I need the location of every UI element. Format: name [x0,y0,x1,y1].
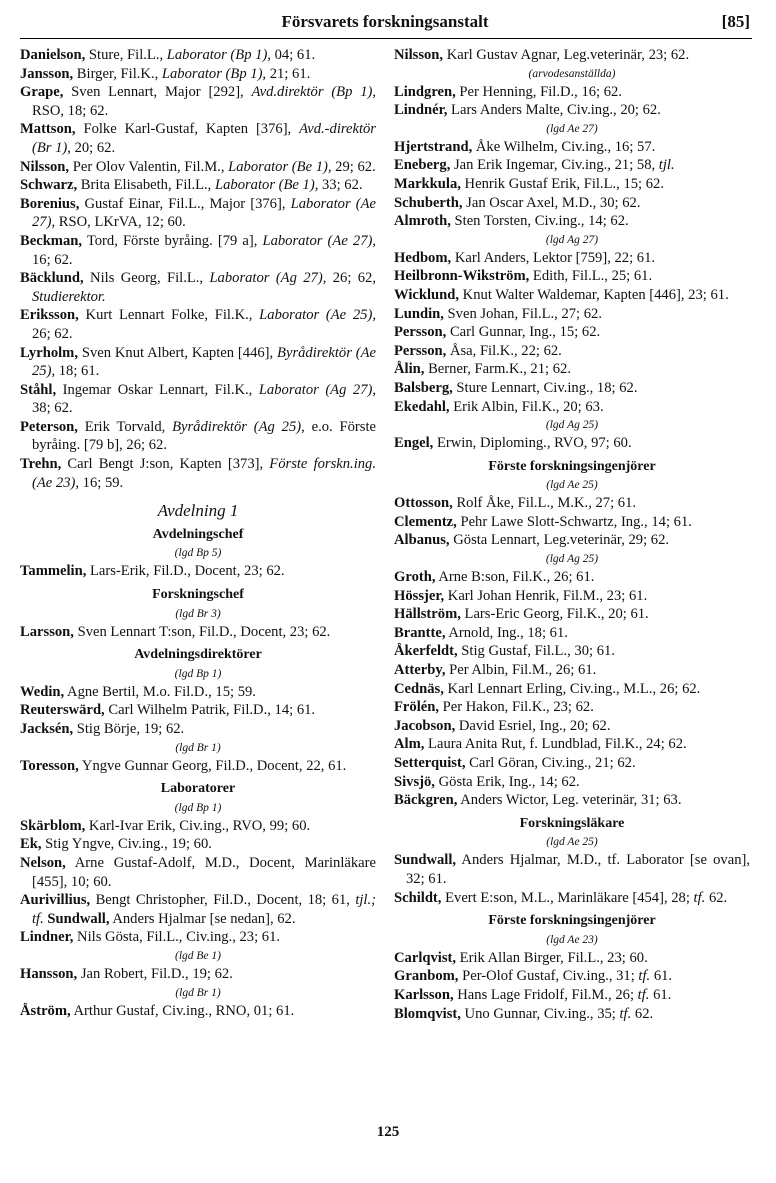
personnel-entry [20,158,376,177]
entry-surname: Peterson, [20,418,78,435]
salary-grade-note: (lgd Ae 25) [546,836,598,849]
salary-grade-note: (lgd Ag 25) [545,419,599,432]
entry-text: 62. [705,889,728,906]
entry-title-italic: tf. [638,968,651,985]
salary-grade-note: (lgd Be 1) [175,949,221,962]
entry-text: Per-Olof Gustaf, Civ.ing., 31; [458,968,639,985]
entry-surname: Nelson, [20,854,66,871]
entry-surname: Aurivillius, [20,892,91,909]
entry-surname: Clementz, [394,513,457,530]
entry-text: Anders Hjalmar [se nedan], 62. [109,910,296,927]
entry-text: Carl Bengt J:son, Kapten [373], [61,456,270,473]
salary-grade-note: (lgd Bp 1) [174,667,222,680]
personnel-entry [394,986,750,1005]
personnel-entry [394,286,750,305]
personnel-entry [394,379,750,398]
entry-surname: Ståhl, [20,381,57,398]
entry-title-italic: Avd.-direktör (Br 1), [32,121,376,156]
entry-surname: Wedin, [20,683,65,700]
personnel-entry [394,624,750,643]
personnel-entry [394,587,750,606]
personnel-entry [394,249,750,268]
entry-surname: Lindner, [20,929,74,946]
entry-title-italic: tf. [637,986,650,1003]
entry-surname: Setterquist, [394,755,466,771]
entry-surname: Ålin, [394,361,425,378]
personnel-entry [394,175,750,194]
entry-surname: Balsberg, [394,379,453,396]
entry-surname: Cednäs, [394,680,444,697]
entry-surname: Albanus, [394,532,450,549]
entry-text: Arne B:son, Fil.K., 26; 61. [435,569,595,586]
entry-text: Sven Knut Albert, Kapten [446], [77,344,278,361]
personnel-entry [20,120,376,157]
entry-text: Knut Walter Waldemar, Kapten [446], 23; 61. [459,286,729,303]
entry-title-italic: tjl. [658,157,675,174]
entry-surname: Trehn, [20,456,62,473]
entry-surname: Karlsson, [394,986,454,1003]
entry-title-italic: Byrådirektör (Ae 25), [32,344,376,380]
entry-text: 62. [631,1005,654,1022]
entry-text: Birger, Fil.K., [73,65,162,82]
entry-surname: Engel, [394,435,434,452]
entry-text: 16; 62. [32,251,73,268]
entry-text: Sven Lennart, Major [292], [63,84,252,101]
salary-grade-note: (arvodesanställda) [528,67,616,80]
section-heading: Avdelningschef [152,526,244,542]
section-heading: Forskningsläkare [519,815,625,831]
personnel-entry [20,817,376,836]
entry-text: Tord, Förste byråing. [79 a], [82,232,263,249]
personnel-entry [394,889,750,908]
personnel-entry [394,194,750,213]
entry-surname: Toresson, [20,757,79,774]
entry-text: Nils Gösta, Fil.L., Civ.ing., 23; 61. [73,929,281,946]
entry-surname: Schildt, [394,889,442,906]
personnel-entry [394,360,750,379]
personnel-entry [394,773,750,792]
entry-surname: Jacobson, [394,717,456,734]
personnel-entry [394,605,750,624]
personnel-entry [394,494,750,513]
entry-surname: Eneberg, [394,157,451,174]
entry-text: 21; 61. [266,65,311,82]
personnel-entry [20,623,376,642]
entry-text: Karl Johan Henrik, Fil.M., 23; 61. [444,587,648,604]
entry-surname: Granbom, [394,968,459,985]
entry-title-italic: Laborator (Ae 27), [262,232,376,249]
personnel-entry [394,513,750,532]
entry-surname: Åström, [20,1002,71,1019]
entry-surname: Mattson, [20,121,76,138]
personnel-entry [394,531,750,550]
entry-text: Erwin, Diploming., RVO, 97; 60. [433,435,632,452]
entry-text: Kurt Lennart Folke, Fil.K., [78,307,260,324]
page-header [20,6,750,36]
entry-surname: Alm, [394,736,425,753]
entry-text: 26; 62. [32,325,73,342]
entry-surname: Groth, [394,569,436,586]
personnel-entry [20,965,376,984]
entry-text: Sven Lennart T:son, Fil.D., Docent, 23; 62. [73,623,331,640]
entry-text: Arne Gustaf-Adolf, M.D., Docent, Marinläkare [455], 10; 60. [32,854,376,890]
entry-surname: Persson, [394,324,447,341]
right-column [394,46,750,1023]
entry-surname: Åkerfeldt, [394,643,458,660]
entry-reference-name: Sundwall, [47,910,110,927]
entry-text: Åke Wilhelm, Civ.ing., 16; 57. [472,138,656,155]
entry-text: Lars Anders Malte, Civ.ing., 20; 62. [447,102,661,119]
entry-text: Agne Bertil, M.o. Fil.D., 15; 59. [64,683,256,700]
page-number: 125 [376,1124,400,1140]
entry-text: Karl Anders, Lektor [759], 22; 61. [451,249,656,266]
entry-surname: Beckman, [20,232,83,249]
entry-text: Gösta Erik, Ing., 14; 62. [434,773,580,790]
personnel-entry [20,891,376,928]
entry-surname: Jansson, [20,65,74,82]
entry-text: Laura Anita Rut, f. Lundblad, Fil.K., 24; 62. [424,736,687,753]
entry-text: Edith, Fil.L., 25; 61. [529,268,653,285]
entry-surname: Ekedahl, [394,398,450,415]
entry-surname: Lundin, [394,305,444,322]
entry-surname: Sundwall, [394,852,457,869]
entry-text: Per Hakon, Fil.K., 23; 62. [439,699,594,716]
personnel-entry [20,232,376,269]
salary-grade-note: (lgd Br 1) [175,741,221,754]
personnel-entry [394,323,750,342]
personnel-entry [394,717,750,736]
entry-text: 38; 62. [32,400,73,417]
entry-text: Gösta Lennart, Leg.veterinär, 29; 62. [449,532,670,549]
entry-text: Stig Yngve, Civ.ing., 19; 60. [41,836,212,853]
entry-surname: Ek, [20,836,42,853]
personnel-entry [394,949,750,968]
personnel-entry [394,101,750,120]
entry-surname: Jacksén, [20,721,74,737]
entry-text: Anders Wictor, Leg. veterinär, 31; 63. [457,792,682,809]
entry-text: Karl-Ivar Erik, Civ.ing., RVO, 99; 60. [85,817,311,834]
running-title: Försvarets forskningsanstalt [281,12,489,31]
entry-surname: Atterby, [394,662,446,679]
entry-text: Sven Johan, Fil.L., 27; 62. [443,305,603,322]
entry-surname: Sivsjö, [394,773,435,790]
personnel-entry [20,720,376,739]
entry-surname: Bäckgren, [394,792,458,809]
entry-text: Sten Torsten, Civ.ing., 14; 62. [450,213,629,230]
entry-surname: Nilsson, [20,158,70,175]
personnel-entry [394,398,750,417]
personnel-entry [394,434,750,453]
left-column [20,46,376,1020]
entry-surname: Carlqvist, [394,949,457,966]
personnel-entry [20,835,376,854]
personnel-entry [20,683,376,702]
entry-surname: Frölén, [394,699,439,716]
personnel-entry [394,138,750,157]
personnel-entry [20,344,376,381]
section-heading: Avdelningsdirektörer [134,647,262,663]
section-number: [85] [721,12,750,31]
entry-surname: Hällström, [394,606,461,623]
entry-text: RSO, LKrVA, 12; 60. [55,214,186,231]
personnel-entry [20,701,376,720]
personnel-entry [20,562,376,581]
entry-surname: Brantte, [394,624,446,641]
entry-title-italic: Förste forskn.ing. (Ae 23), [32,456,376,491]
entry-text: Rolf Åke, Fil.L., M.K., 27; 61. [452,495,637,512]
salary-grade-note: (lgd Br 1) [175,986,221,999]
entry-text: David Esriel, Ing., 20; 62. [455,717,611,734]
personnel-entry [20,306,376,343]
personnel-entry [394,156,750,175]
personnel-entry [394,642,750,661]
personnel-entry [394,342,750,361]
entry-text: Carl Göran, Civ.ing., 21; 62. [465,755,636,771]
salary-grade-note: (lgd Ae 23) [546,933,598,946]
entry-text: Per Albin, Fil.M., 26; 61. [445,662,597,679]
salary-grade-note: (lgd Bp 5) [174,547,222,560]
entry-text: RSO, 18; 62. [32,102,109,119]
entry-surname: Danielson, [20,47,86,63]
entry-title-italic: Laborator (Be 1), [228,158,332,175]
entry-text: 20; 62. [70,139,116,156]
entry-surname: Nilsson, [394,47,444,63]
section-heading: Förste forskningsingenjörer [488,913,656,929]
personnel-entry [394,698,750,717]
entry-text: Nils Georg, Fil.L., [83,270,210,287]
section-heading: Laboratorer [160,781,236,797]
personnel-entry [20,1002,376,1021]
entry-text: Karl Gustav Agnar, Leg.veterinär, 23; 62. [443,47,690,63]
entry-text: 26; 62, [326,270,377,287]
entry-text: Stig Börje, 19; 62. [73,721,185,737]
personnel-entry [20,65,376,84]
personnel-entry [20,195,376,232]
entry-title-italic: Byrådirektör (Ag 25), [172,418,305,435]
entry-text: Åsa, Fil.K., 22; 62. [446,342,562,359]
header-rule [20,38,752,39]
personnel-entry [20,854,376,891]
personnel-entry [394,267,750,286]
entry-text: 29; 62. [331,158,376,175]
salary-grade-note: (lgd Br 3) [175,607,221,620]
entry-surname: Hansson, [20,965,78,982]
entry-surname: Lyrholm, [20,344,78,361]
entry-text: Carl Gunnar, Ing., 15; 62. [446,324,601,341]
entry-text: Brita Elisabeth, Fil.L., [77,177,215,194]
entry-text: Erik Albin, Fil.K., 20; 63. [449,398,604,415]
entry-text: Evert E:son, M.L., Marinläkare [454], 28; [441,889,694,906]
entry-text: 61. [650,968,673,985]
entry-title-italic: tf. [619,1005,632,1022]
personnel-entry [20,176,376,195]
personnel-entry [20,269,376,306]
entry-text: Hans Lage Fridolf, Fil.M., 26; [453,986,638,1003]
entry-surname: Larsson, [20,623,74,640]
entry-surname: Lindnér, [394,102,448,119]
entry-title-italic: Laborator (Ag 27), [258,381,377,398]
entry-text: Anders Hjalmar, M.D., tf. Laborator [se ovan], 32; 61. [406,852,750,887]
entry-text: Yngve Gunnar Georg, Fil.D., Docent, 22, 61. [78,757,347,774]
entry-text: Henrik Gustaf Erik, Fil.L., 15; 62. [460,175,664,192]
personnel-entry [394,46,750,65]
personnel-entry [394,568,750,587]
salary-grade-note: (lgd Ag 25) [545,553,599,566]
entry-surname: Lindgren, [394,83,456,100]
personnel-entry [394,680,750,699]
salary-grade-note: (lgd Ae 25) [546,479,598,492]
personnel-entry [394,967,750,986]
entry-text: Folke Karl-Gustaf, Kapten [376], [75,121,300,138]
personnel-entry [20,928,376,947]
salary-grade-note: (lgd Ae 27) [546,122,598,135]
entry-text: 33; 62. [318,177,363,194]
personnel-entry [394,661,750,680]
entry-surname: Wicklund, [394,286,460,303]
entry-text: Uno Gunnar, Civ.ing., 35; [460,1005,620,1022]
entry-surname: Schuberth, [394,194,463,211]
entry-text: 04; 61. [270,47,316,63]
entry-surname: Borenius, [20,195,80,212]
entry-text: 16; 59. [79,474,124,491]
entry-text: Bengt Christopher, Fil.D., Docent, 18; 61, [90,892,356,909]
entry-surname: Schwarz, [20,177,78,194]
entry-text: Ingemar Oskar Lennart, Fil.K., [56,381,259,398]
entry-surname: Hjertstrand, [394,138,473,155]
entry-text: Stig Gustaf, Fil.L., 30; 61. [457,643,615,660]
personnel-entry [394,754,750,773]
personnel-entry [20,83,376,120]
entry-surname: Bäcklund, [20,270,84,287]
entry-surname: Skärblom, [20,817,86,834]
entry-title-italic: Studierektor. [32,288,106,305]
entry-surname: Persson, [394,342,447,359]
entry-title-italic: Laborator (Bp 1), [161,65,267,82]
entry-text: Arnold, Ing., 18; 61. [445,624,568,641]
personnel-entry [20,418,376,455]
entry-text: Lars-Erik, Fil.D., Docent, 23; 62. [86,563,285,580]
entry-text: Per Olov Valentin, Fil.M., [69,158,229,175]
salary-grade-note: (lgd Ag 27) [545,233,599,246]
personnel-entry [394,791,750,810]
section-heading: Forskningschef [152,587,244,603]
personnel-entry [394,83,750,102]
entry-text: Carl Wilhelm Patrik, Fil.D., 14; 61. [104,702,316,719]
entry-title-italic: Laborator (Ag 27), [209,270,327,287]
entry-surname: Reuterswärd, [20,702,105,719]
personnel-entry [20,455,376,492]
entry-title-italic: Laborator (Ae 25), [259,307,376,324]
entry-surname: Almroth, [394,213,451,230]
personnel-entry [394,305,750,324]
entry-surname: Ottosson, [394,495,453,512]
entry-text: Pehr Lawe Slott-Schwartz, Ing., 14; 61. [456,513,692,530]
entry-surname: Grape, [20,84,64,101]
entry-text: 18; 61. [55,363,100,380]
entry-text: Erik Torvald, [77,418,173,435]
entry-text: Gustaf Einar, Fil.L., Major [376], [79,195,291,212]
division-heading: Avdelning 1 [157,501,239,521]
entry-text: Jan Robert, Fil.D., 19; 62. [77,965,233,982]
entry-surname: Hössjer, [394,587,445,604]
personnel-entry [20,381,376,418]
entry-title-italic: Laborator (Ae 27), [32,195,376,231]
entry-surname: Eriksson, [20,307,79,324]
personnel-entry [394,735,750,754]
entry-text: Jan Erik Ingemar, Civ.ing., 21; 58, [450,157,659,174]
section-heading: Förste forskningsingenjörer [488,458,656,474]
entry-text: Karl Lennart Erling, Civ.ing., M.L., 26; 62. [443,680,701,697]
personnel-entry [394,1005,750,1024]
entry-title-italic: Avd.direktör (Bp 1), [251,84,376,101]
entry-text: Sture Lennart, Civ.ing., 18; 62. [452,379,638,396]
personnel-entry [394,212,750,231]
entry-title-italic: Laborator (Bp 1), [166,47,271,63]
entry-text: e.o. Förste byråing. [79 b], 26; 62. [32,418,376,454]
entry-title-italic: tjl.; tf. [32,892,376,927]
entry-text: Arthur Gustaf, Civ.ing., RNO, 01; 61. [70,1002,295,1019]
entry-text: Berner, Farm.K., 21; 62. [424,361,571,378]
entry-text: Lars-Eric Georg, Fil.K., 20; 61. [460,606,649,623]
entry-surname: Hedbom, [394,249,452,266]
entry-surname: Blomqvist, [394,1005,461,1022]
entry-title-italic: Laborator (Be 1), [214,177,319,194]
entry-text: Erik Allan Birger, Fil.L., 23; 60. [456,949,648,966]
entry-text: Sture, Fil.L., [85,47,167,63]
salary-grade-note: (lgd Bp 1) [174,801,222,814]
entry-text: 61. [649,986,672,1003]
entry-text: Per Henning, Fil.D., 16; 62. [455,83,622,100]
entry-surname: Markkula, [394,175,461,192]
personnel-entry [20,46,376,65]
entry-text: Jan Oscar Axel, M.D., 30; 62. [462,194,641,211]
entry-surname: Heilbronn-Wikström, [394,268,530,285]
entry-surname: Tammelin, [20,563,87,580]
entry-title-italic: tf. [693,889,706,906]
personnel-entry [394,851,750,888]
personnel-entry [20,757,376,776]
